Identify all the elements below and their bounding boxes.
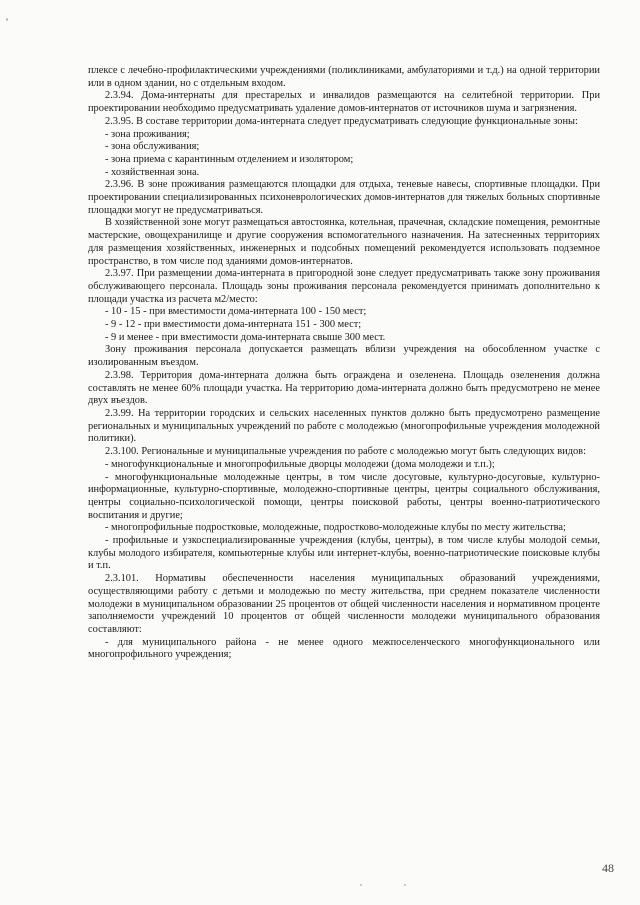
document-body (88, 65, 600, 662)
paragraph: 2.3.99. На территории городских и сельских населенных пунктов должно быть предусмотрено размещение региональных и муниципальных учреждений по работе с молодежью (многопрофильные учреждения молодежной политики). (88, 407, 600, 445)
paragraph: Зону проживания персонала допускается размещать вблизи учреждения на обособленном участке с изолированным въездом. (88, 344, 600, 369)
scan-speck (6, 18, 8, 21)
list-item: - зона приема с карантинным отделением и изолятором; (105, 153, 354, 165)
paragraph: 2.3.96. В зоне проживания размещаются площадки для отдыха, теневые навесы, спортивные площадки. При проектировании специализированных психоневрологических домов-интернатов для тяжелых больных спортивные площадки могут не предусматриваться. (88, 179, 600, 216)
list-item: - многофункциональные и многопрофильные дворцы молодежи (дома молодежи и т.п.); (105, 458, 495, 470)
list-item: - многофункциональные молодежные центры, в том числе досуговые, культурно-досуговые, культурно-информационные, культурно-спортивные, молодежно-спортивные центры, центры социального обслуживания, центры социально-психологической помощи, центры поисковой работы, центры военно-патриотического воспитания и другие; (88, 471, 600, 521)
list-item: - хозяйственная зона. (105, 166, 200, 178)
paragraph: 2.3.97. При размещении дома-интерната в пригородной зоне следует предусматривать также зону проживания обслуживающего персонала. Площадь зоны проживания персонала рекомендуется принимать дополнительно к площади участка из расчета м2/место: (88, 268, 600, 305)
list-item: - 9 - 12 - при вместимости дома-интерната 151 - 300 мест; (105, 319, 362, 331)
scan-speck (360, 884, 362, 886)
list-item: - зона обслуживания; (105, 141, 200, 153)
paragraph: 2.3.98. Территория дома-интерната должна быть ограждена и озеленена. Площадь озеленения должна составлять не менее 60% площади участка. На территорию дома-интерната должно быть предусмотрено не менее двух въездов. (88, 369, 600, 407)
list-item: - 10 - 15 - при вместимости дома-интерната 100 - 150 мест; (105, 306, 367, 318)
list-item: - для муниципального района - не менее одного межпоселенческого многофункционального или многопрофильного учреждения; (88, 636, 600, 661)
list-item: - 9 и менее - при вместимости дома-интерната свыше 300 мест. (105, 331, 386, 343)
paragraph: плексе с лечебно-профилактическими учреждениями (поликлиниками, амбулаториями и т.д.) на одной территории или в одном здании, но с отдельным входом. (88, 65, 600, 89)
list-item: - многопрофильные подростковые, молодежные, подростково-молодежные клубы по месту жительства; (105, 522, 566, 534)
paragraph: 2.3.95. В составе территории дома-интерната следует предусматривать следующие функциональные зоны: (105, 115, 578, 127)
list-item: - зона проживания; (105, 128, 190, 140)
page-number: 48 (602, 861, 614, 875)
list-item: - профильные и узкоспециализированные учреждения (клубы, центры), в том числе клубы молодой семьи, клубы молодого избирателя, компьютерные клубы или интернет-клубы, военно-патриотические поисковые клубы и т.п. (88, 535, 600, 572)
paragraph: 2.3.100. Региональные и муниципальные учреждения по работе с молодежью могут быть следующих видов: (105, 446, 586, 458)
paragraph: 2.3.94. Дома-интернаты для престарелых и инвалидов размещаются на селитебной территории. При проектировании необходимо предусматривать удаление домов-интернатов от источников шума и загрязнения. (88, 90, 600, 115)
scan-speck (404, 884, 406, 886)
paragraph: В хозяйственной зоне могут размещаться автостоянка, котельная, прачечная, складские помещения, ремонтные мастерские, овощехранилище и другие сооружения вспомогательного назначения. На затесненных территориях для размещения хозяйственных, инженерных и подсобных помещений рекомендуется использовать подземное пространство, в том числе под зданиями домов-интернатов. (88, 217, 600, 267)
paragraph: 2.3.101. Нормативы обеспеченности населения муниципальных образований учреждениями, осуществляющими работу с детьми и молодежью по месту жительства, при среднем показателе численности молодежи в муниципальном образовании 25 процентов от общей численности населения и нормативном проценте заполняемости учреждений 10 процентов от общей численности молодежи муниципального образования составляют: (88, 573, 600, 635)
